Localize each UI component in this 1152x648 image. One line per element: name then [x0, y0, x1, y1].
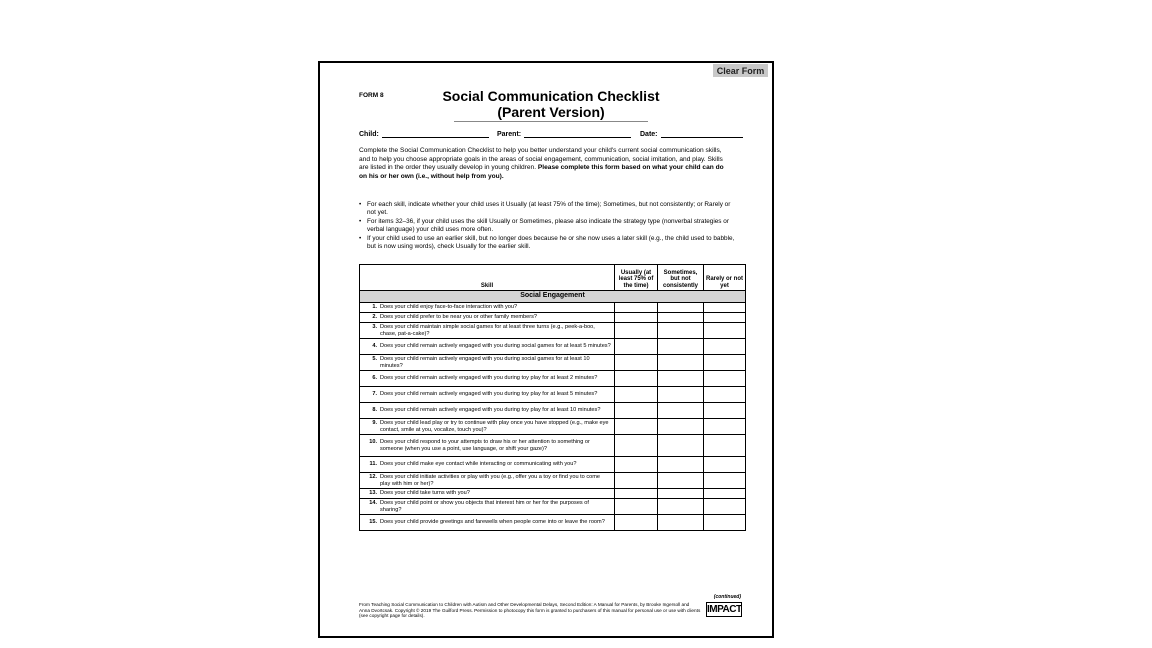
usually-checkbox[interactable]: [615, 323, 658, 339]
skill-cell: [360, 303, 615, 313]
intro-bold-text: Please complete this form based on what your child can do on his or her own (i.e., without help from you).: [359, 164, 724, 180]
form-number: FORM 8: [359, 92, 384, 99]
sometimes-checkbox[interactable]: [658, 355, 704, 371]
usually-checkbox[interactable]: [615, 355, 658, 371]
table-row: [360, 515, 746, 531]
header-sometimes: Sometimes, but not consistently: [658, 265, 704, 291]
rarely-checkbox[interactable]: [704, 435, 746, 457]
skill-text: Does your child remain actively engaged with you during social games for at least 5 minutes?: [380, 343, 611, 350]
usually-checkbox[interactable]: [615, 457, 658, 473]
skill-cell: [360, 435, 615, 457]
bullet-text: For items 32–36, if your child uses the skill Usually or Sometimes, please also indicate the strategy type (nonverbal strategies or verbal language) your child uses more often.: [367, 218, 729, 233]
skill-text: Does your child maintain simple social games for at least three turns (e.g., peek-a-boo, chase, pat-a-cake)?: [380, 324, 595, 337]
sometimes-checkbox[interactable]: [658, 457, 704, 473]
skill-cell: [360, 515, 615, 531]
skill-number: 11.: [369, 461, 377, 468]
table-row: [360, 371, 746, 387]
table-row: [360, 435, 746, 457]
usually-checkbox[interactable]: [615, 303, 658, 313]
skill-text: Does your child prefer to be near you or other family members?: [380, 314, 538, 321]
skill-cell: [360, 499, 615, 515]
rarely-checkbox[interactable]: [704, 303, 746, 313]
checklist-table: [359, 264, 746, 531]
usually-checkbox[interactable]: [615, 339, 658, 355]
table-row: [360, 313, 746, 323]
skill-number: 13.: [369, 490, 377, 497]
sometimes-checkbox[interactable]: [658, 313, 704, 323]
bullet-text: If your child used to use an earlier skill, but no longer does because he or she now uses a later skill (e.g., the child used to babble, but is now using words), check Usually for the earlier skill.: [367, 235, 735, 250]
skill-text: Does your child remain actively engaged with you during toy play for at least 10 minutes?: [380, 407, 601, 414]
skill-cell: [360, 387, 615, 403]
usually-checkbox[interactable]: [615, 489, 658, 499]
sometimes-checkbox[interactable]: [658, 371, 704, 387]
sometimes-checkbox[interactable]: [658, 499, 704, 515]
sometimes-checkbox[interactable]: [658, 473, 704, 489]
form-page: [318, 61, 774, 638]
sometimes-checkbox[interactable]: [658, 435, 704, 457]
rarely-checkbox[interactable]: [704, 339, 746, 355]
child-field: [359, 130, 489, 138]
instructions: [359, 147, 729, 181]
usually-checkbox[interactable]: [615, 515, 658, 531]
table-row: [360, 387, 746, 403]
date-field: [640, 130, 743, 138]
skill-cell: [360, 473, 615, 489]
rarely-checkbox[interactable]: [704, 515, 746, 531]
skill-number: 1.: [372, 304, 377, 311]
table-row: [360, 419, 746, 435]
bullet-item: • For each skill, indicate whether your child uses it Usually (at least 75% of the time); Sometimes, but not consistently; or Rarely or not yet.: [359, 201, 735, 217]
header-skill: Skill: [360, 265, 615, 291]
usually-checkbox[interactable]: [615, 473, 658, 489]
usually-checkbox[interactable]: [615, 313, 658, 323]
section-row: [360, 291, 746, 303]
skill-number: 10.: [369, 439, 377, 446]
bullet-item: • For items 32–36, if your child uses the skill Usually or Sometimes, please also indicate the strategy type (nonverbal strategies or verbal language) your child uses more often.: [359, 218, 735, 234]
intro-text: Complete the Social Communication Checklist to help you better understand your child's current social communication skills, and to help you choose appropriate goals in the areas of social engagement, communication, social imitation, and play. Skills are listed in the order they usually develop in young children.: [359, 147, 723, 171]
parent-input[interactable]: [524, 130, 631, 138]
skill-text: Does your child lead play or try to continue with play once you have stopped (e.g., make eye contact, smile at you, vocalize, touch you)?: [380, 420, 609, 433]
continued-note: (continued): [713, 594, 741, 600]
skill-number: 7.: [372, 391, 377, 398]
skill-number: 2.: [372, 314, 377, 321]
parent-label: Parent:: [497, 131, 522, 138]
date-input[interactable]: [661, 130, 743, 138]
table-row: [360, 339, 746, 355]
skill-cell: [360, 339, 615, 355]
impact-logo: IMPACT: [707, 604, 742, 615]
sometimes-checkbox[interactable]: [658, 403, 704, 419]
instruction-bullets: [359, 201, 735, 252]
skill-text: Does your child remain actively engaged with you during toy play for at least 5 minutes?: [380, 391, 598, 398]
skill-cell: [360, 403, 615, 419]
table-row: [360, 457, 746, 473]
skill-cell: [360, 323, 615, 339]
header-rarely: Rarely or not yet: [704, 265, 746, 291]
sometimes-checkbox[interactable]: [658, 303, 704, 313]
usually-checkbox[interactable]: [615, 419, 658, 435]
header-usually: Usually (at least 75% of the time): [615, 265, 658, 291]
skill-cell: [360, 489, 615, 499]
usually-checkbox[interactable]: [615, 387, 658, 403]
sometimes-checkbox[interactable]: [658, 323, 704, 339]
rarely-checkbox[interactable]: [704, 355, 746, 371]
skill-number: 9.: [372, 420, 377, 427]
skill-text: Does your child remain actively engaged with you during social games for at least 10 minutes?: [380, 356, 590, 369]
usually-checkbox[interactable]: [615, 371, 658, 387]
skill-text: Does your child point or show you objects that interest him or her for the purposes of sharing?: [380, 500, 589, 513]
rarely-checkbox[interactable]: [704, 323, 746, 339]
skill-text: Does your child take turns with you?: [380, 490, 470, 497]
table-row: [360, 303, 746, 313]
skill-number: 8.: [372, 407, 377, 414]
skill-number: 6.: [372, 375, 377, 382]
skill-cell: [360, 419, 615, 435]
rarely-checkbox[interactable]: [704, 387, 746, 403]
copyright-footer: From Teaching Social Communication to Children with Autism and Other Developmental Delays, Second Edition: A Manual for Parents, by Brooke Ingersoll and Anna Dvortcsak. Copyright © 2019 The Guilford Press. Permission to photocopy this form is granted to purchasers of this manual for personal use or use with clients (see copyright page for details).: [359, 602, 701, 618]
rarely-checkbox[interactable]: [704, 403, 746, 419]
parent-field: [497, 130, 631, 138]
rarely-checkbox[interactable]: [704, 313, 746, 323]
page-title: [440, 88, 662, 120]
bullet-text: For each skill, indicate whether your child uses it Usually (at least 75% of the time); Sometimes, but not consistently; or Rarely or not yet.: [367, 201, 731, 216]
rarely-checkbox[interactable]: [704, 489, 746, 499]
skill-text: Does your child enjoy face-to-face interaction with you?: [380, 304, 518, 311]
title-line-2: (Parent Version): [497, 104, 605, 120]
usually-checkbox[interactable]: [615, 435, 658, 457]
rarely-checkbox[interactable]: [704, 419, 746, 435]
skill-cell: [360, 355, 615, 371]
skill-text: Does your child respond to your attempts to draw his or her attention to something or someone (when you use a point, use language, or shift your gaze)?: [380, 439, 590, 452]
skill-text: Does your child make eye contact while interacting or communicating with you?: [380, 461, 577, 468]
sometimes-checkbox[interactable]: [658, 387, 704, 403]
table-row: [360, 355, 746, 371]
skill-number: 3.: [372, 324, 377, 331]
child-label: Child:: [359, 131, 379, 138]
bullet-item: • If your child used to use an earlier skill, but no longer does because he or she now uses a later skill (e.g., the child used to babble, but is now using words), check Usually for the earlier skill.: [359, 235, 735, 250]
usually-checkbox[interactable]: [615, 403, 658, 419]
child-input[interactable]: [382, 130, 489, 138]
sometimes-checkbox[interactable]: [658, 339, 704, 355]
skill-text: Does your child remain actively engaged with you during toy play for at least 2 minutes?: [380, 375, 598, 382]
skill-number: 5.: [372, 356, 377, 363]
title-divider: [454, 121, 648, 122]
table-row: [360, 403, 746, 419]
skill-number: 15.: [369, 519, 377, 526]
skill-number: 14.: [369, 500, 377, 507]
rarely-checkbox[interactable]: [704, 499, 746, 515]
skill-number: 4.: [372, 343, 377, 350]
sometimes-checkbox[interactable]: [658, 515, 704, 531]
sometimes-checkbox[interactable]: [658, 419, 704, 435]
section-title: Social Engagement: [360, 291, 746, 303]
rarely-checkbox[interactable]: [704, 371, 746, 387]
skill-text: Does your child initiate activities or play with you (e.g., offer you a toy or find you to come play with him or her)?: [380, 474, 601, 487]
rarely-checkbox[interactable]: [704, 457, 746, 473]
title-line-1: Social Communication Checklist: [442, 88, 660, 104]
skill-text: Does your child provide greetings and farewells when people come into or leave the room?: [380, 519, 605, 526]
skill-cell: [360, 457, 615, 473]
skill-cell: [360, 371, 615, 387]
table-row: [360, 499, 746, 515]
table-row: [360, 473, 746, 489]
date-label: Date:: [640, 131, 658, 138]
usually-checkbox[interactable]: [615, 499, 658, 515]
table-row: [360, 323, 746, 339]
skill-number: 12.: [369, 474, 377, 481]
clear-form-button[interactable]: Clear Form: [713, 64, 768, 77]
skill-cell: [360, 313, 615, 323]
table-row: [360, 489, 746, 499]
rarely-checkbox[interactable]: [704, 473, 746, 489]
sometimes-checkbox[interactable]: [658, 489, 704, 499]
